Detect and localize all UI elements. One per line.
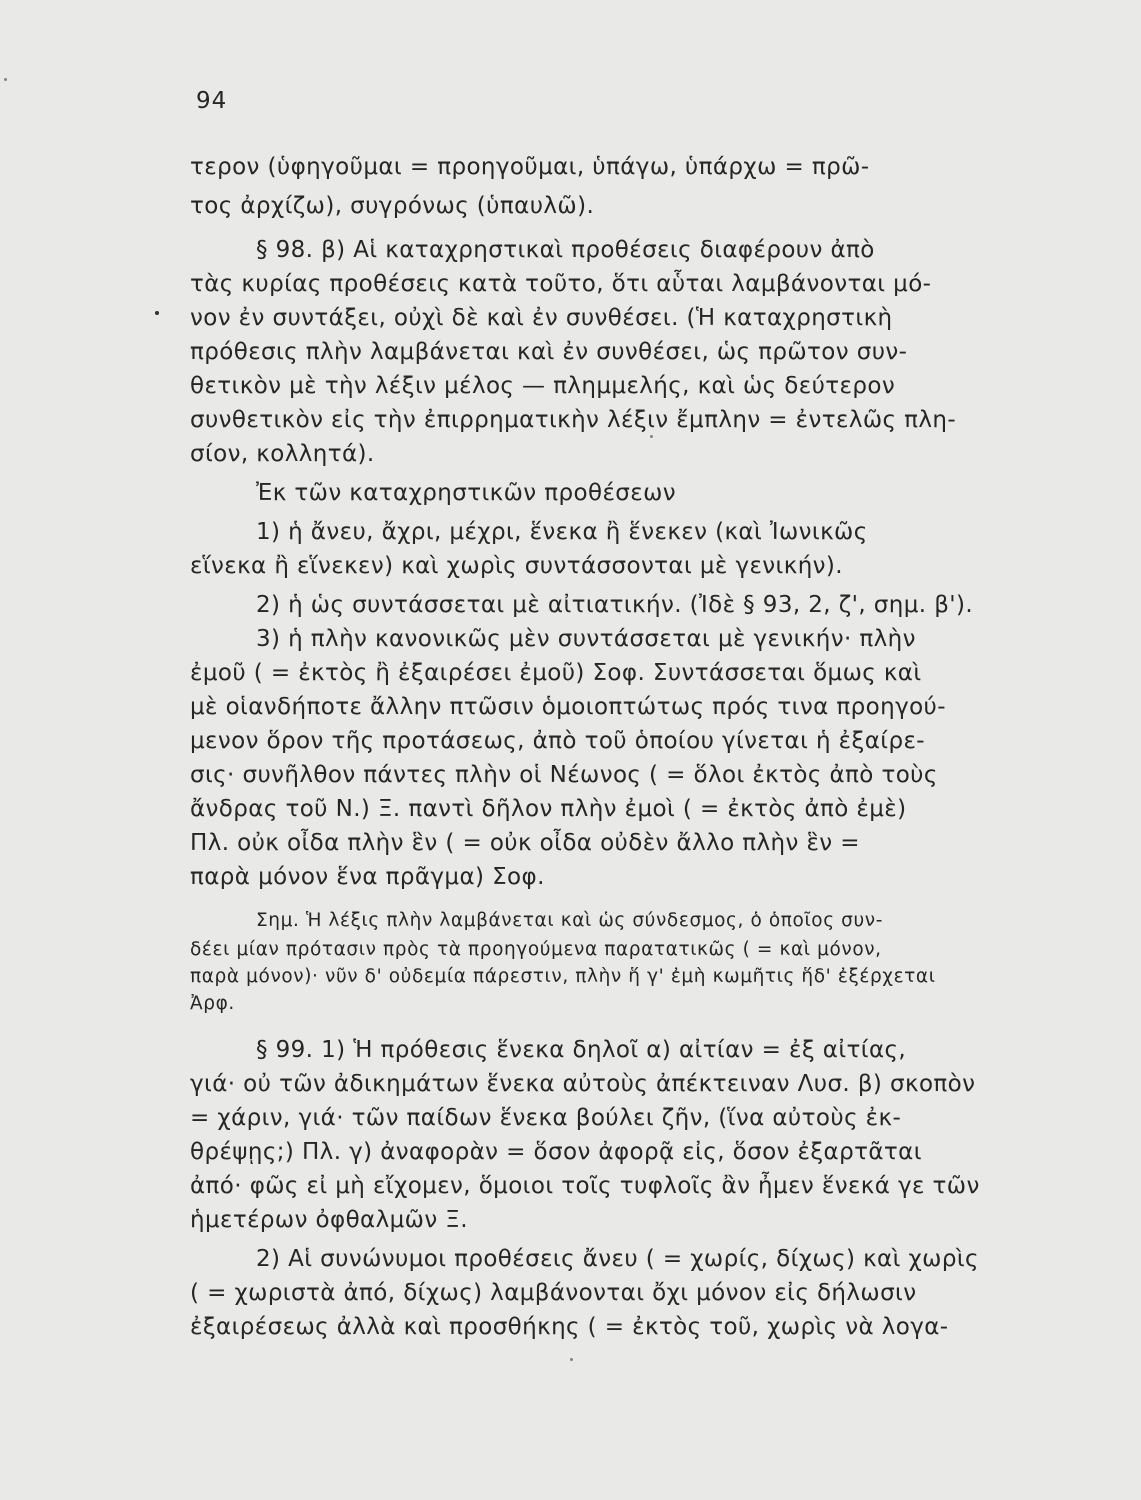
text-line-15: ἐμοῦ ( = ἐκτὸς ἢ ἐξαιρέσει ἐμοῦ) Σοφ. Συντάσσεται ὅμως καὶ — [190, 660, 922, 686]
text-line-19: ἄνδρας τοῦ Ν.) Ξ. παντὶ δῆλον πλὴν ἐμοὶ ( = ἐκτὸς ἀπὸ ἐμὲ) — [190, 796, 907, 822]
text-line-14: 3) ἡ πλὴν κανονικῶς μὲν συντάσσεται μὲ γενικήν· πλὴν — [256, 626, 916, 652]
text-line-29: ( = χωριστὰ ἀπό, δίχως) λαμβάνονται ὄχι μόνον εἰς δήλωσιν — [190, 1280, 917, 1306]
text-line-2: τος ἀρχίζω), συγρόνως (ὑπαυλῶ). — [190, 193, 595, 219]
note-line-2: δέει μίαν πρότασιν πρὸς τὰ προηγούμενα παρατατικῶς ( = καὶ μόνον, — [190, 939, 882, 960]
text-line-11: 1) ἡ ἄνευ, ἄχρι, μέχρι, ἕνεκα ἢ ἕνεκεν (καὶ Ἰωνικῶς — [256, 519, 868, 545]
text-line-17: μενον ὅρον τῆς προτάσεως, ἀπὸ τοῦ ὁποίου γίνεται ἡ ἐξαίρε- — [190, 728, 925, 754]
page-number: 94 — [196, 88, 228, 114]
text-line-5: νον ἐν συντάξει, οὐχὶ δὲ καὶ ἐν συνθέσει. (Ἡ καταχρηστικὴ — [190, 305, 893, 331]
text-line-16: μὲ οἱανδήποτε ἄλλην πτῶσιν ὁμοιοπτώτως πρός τινα προηγού- — [190, 694, 946, 720]
text-line-28: 2) Αἱ συνώνυμοι προθέσεις ἄνευ ( = χωρίς, δίχως) καὶ χωρὶς — [256, 1246, 979, 1272]
text-line-21: παρὰ μόνον ἕνα πρᾶγμα) Σοφ. — [190, 864, 545, 890]
text-line-9: σίον, κολλητά). — [190, 441, 375, 467]
text-line-20: Πλ. οὐκ οἶδα πλὴν ἓν ( = οὐκ οἶδα οὐδὲν ἄλλο πλὴν ἓν = — [190, 830, 860, 856]
note-line-1: Σημ. Ἡ λέξις πλὴν λαμβάνεται καὶ ὡς σύνδεσμος, ὁ ὁποῖος συν- — [256, 910, 884, 931]
margin-dot — [155, 311, 159, 315]
speck-2 — [570, 1358, 573, 1361]
note-line-4: Ἀρφ. — [190, 993, 235, 1014]
text-line-10: Ἐκ τῶν καταχρηστικῶν προθέσεων — [256, 480, 676, 506]
speck-3 — [4, 78, 7, 81]
speck-1 — [650, 435, 653, 438]
text-line-7: θετικὸν μὲ τὴν λέξιν μέλος — πλημμελής, καὶ ὡς δεύτερον — [190, 373, 896, 399]
text-line-23: γιά· οὐ τῶν ἀδικημάτων ἕνεκα αὐτοὺς ἀπέκτειναν Λυσ. β) σκοπὸν — [190, 1071, 976, 1097]
text-line-18: σις· συνῆλθον πάντες πλὴν οἱ Νέωνος ( = ὅλοι ἐκτὸς ἀπὸ τοὺς — [190, 762, 938, 788]
text-line-13: 2) ἡ ὡς συντάσσεται μὲ αἰτιατικήν. (Ἰδὲ § 93, 2, ζ', σημ. β'). — [256, 592, 974, 618]
text-line-24: = χάριν, γιά· τῶν παίδων ἕνεκα βούλει ζῆν, (ἵνα αὐτοὺς ἐκ- — [190, 1105, 902, 1131]
text-line-6: πρόθεσις πλὴν λαμβάνεται καὶ ἐν συνθέσει, ὡς πρῶτον συν- — [190, 339, 908, 365]
text-line-12: εἵνεκα ἢ εἵνεκεν) καὶ χωρὶς συντάσσονται μὲ γενικήν). — [190, 553, 844, 579]
note-line-3: παρὰ μόνον)· νῦν δ' οὐδεμία πάρεστιν, πλὴν ἥ γ' ἐμὴ κωμῆτις ἥδ' ἐξέρχεται — [190, 966, 936, 987]
text-line-1: τερον (ὑφηγοῦμαι = προηγοῦμαι, ὑπάγω, ὑπάρχω = πρῶ- — [190, 154, 870, 180]
text-line-22: § 99. 1) Ἡ πρόθεσις ἕνεκα δηλοῖ α) αἰτίαν = ἐξ αἰτίας, — [256, 1037, 907, 1063]
text-line-3: § 98. β) Αἱ καταχρηστικαὶ προθέσεις διαφέρουν ἀπὸ — [256, 237, 875, 263]
text-line-25: θρέψῃς;) Πλ. γ) ἀναφορὰν = ὅσον ἀφορᾷ εἰς, ὅσον ἐξαρτᾶται — [190, 1139, 922, 1165]
text-line-8: συνθετικὸν εἰς τὴν ἐπιρρηματικὴν λέξιν ἔμπλην = ἐντελῶς πλη- — [190, 407, 957, 433]
text-line-4: τὰς κυρίας προθέσεις κατὰ τοῦτο, ὅτι αὗται λαμβάνονται μό- — [190, 271, 932, 297]
text-line-30: ἐξαιρέσεως ἀλλὰ καὶ προσθήκης ( = ἐκτὸς τοῦ, χωρὶς νὰ λογα- — [190, 1314, 949, 1340]
text-line-26: ἀπό· φῶς εἰ μὴ εἴχομεν, ὅμοιοι τοῖς τυφλοῖς ἂν ἦμεν ἕνεκά γε τῶν — [190, 1173, 980, 1199]
text-line-27: ἡμετέρων ὀφθαλμῶν Ξ. — [190, 1207, 468, 1233]
